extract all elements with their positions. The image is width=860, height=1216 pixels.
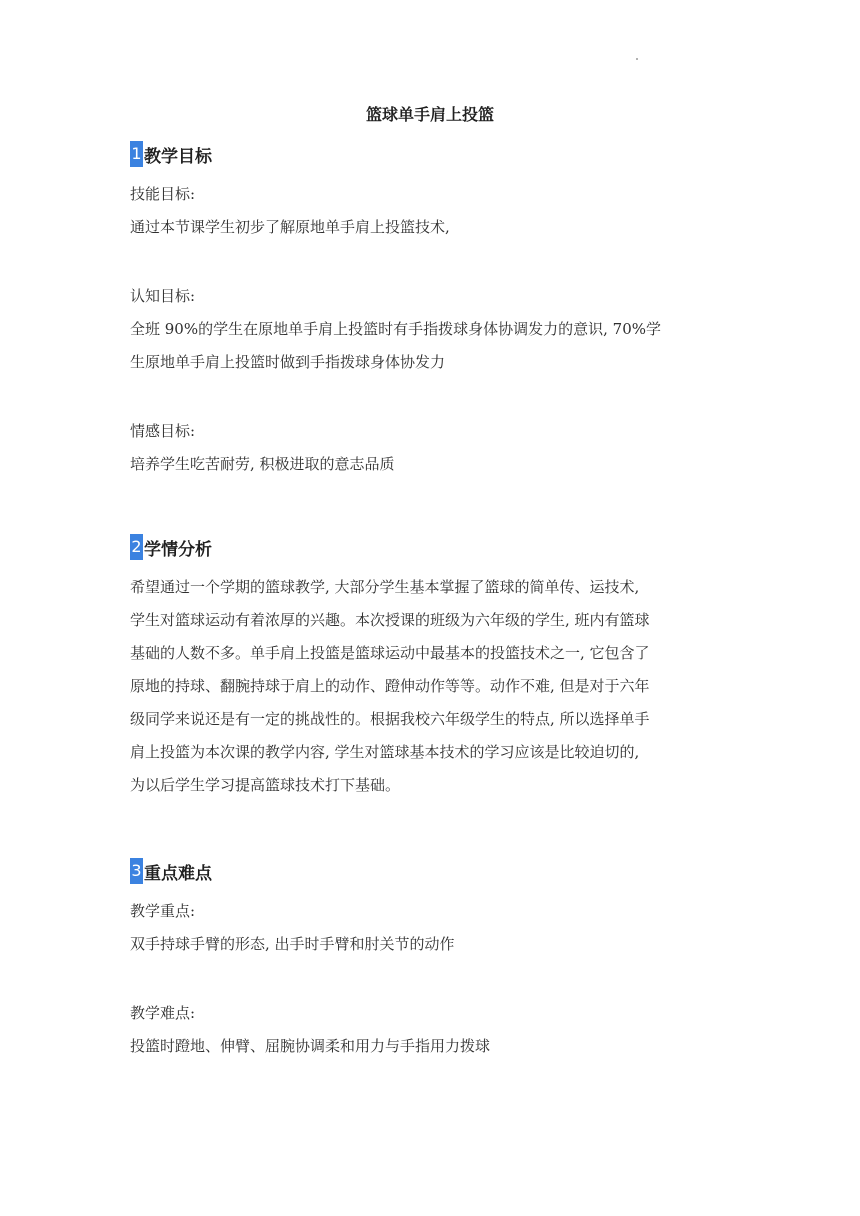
- emotional-goal-label: 情感目标:: [130, 422, 196, 440]
- teaching-key-point-text: 双手持球手臂的形态, 出手时手臂和肘关节的动作: [130, 935, 455, 953]
- emotional-goal-text: 培养学生吃苦耐劳, 积极进取的意志品质: [130, 455, 395, 473]
- analysis-paragraph-line: 基础的人数不多。单手肩上投篮是篮球运动中最基本的投篮技术之一, 它包含了: [130, 644, 650, 662]
- teaching-key-point-label: 教学重点:: [130, 902, 196, 920]
- analysis-paragraph-line: 肩上投篮为本次课的教学内容, 学生对篮球基本技术的学习应该是比较迫切的,: [130, 743, 640, 761]
- document-title: 篮球单手肩上投篮: [365, 105, 494, 124]
- teaching-difficulty-text: 投篮时蹬地、伸臂、屈腕协调柔和用力与手指用力拨球: [130, 1037, 491, 1055]
- cognitive-goal-text-line: 生原地单手肩上投篮时做到手指拨球身体协发力: [130, 353, 446, 371]
- section-heading-text: 教学目标: [144, 146, 212, 167]
- cognitive-goal-label: 认知目标:: [130, 287, 196, 305]
- skill-goal-label: 技能目标:: [130, 185, 196, 203]
- header-dot: [636, 58, 638, 60]
- teaching-difficulty-label: 教学难点:: [130, 1004, 196, 1022]
- analysis-paragraph-line: 级同学来说还是有一定的挑战性的。根据我校六年级学生的特点, 所以选择单手: [130, 710, 650, 728]
- section-heading-teaching-goals: [130, 141, 212, 167]
- section-number-badge: 2: [130, 534, 143, 560]
- section-heading-text: 重点难点: [144, 863, 212, 884]
- analysis-paragraph-line: 希望通过一个学期的篮球教学, 大部分学生基本掌握了篮球的简单传、运技术,: [130, 578, 640, 596]
- cognitive-goal-text-line: 全班 90%的学生在原地单手肩上投篮时有手指拨球身体协调发力的意识, 70%学: [130, 320, 661, 338]
- analysis-paragraph-line: 学生对篮球运动有着浓厚的兴趣。本次授课的班级为六年级的学生, 班内有篮球: [130, 611, 650, 629]
- section-number-badge: 1: [130, 141, 143, 167]
- skill-goal-text: 通过本节课学生初步了解原地单手肩上投篮技术,: [130, 218, 450, 236]
- section-heading-text: 学情分析: [144, 539, 212, 560]
- section-heading-key-difficult-points: [130, 858, 212, 884]
- analysis-paragraph-line: 为以后学生学习提高篮球技术打下基础。: [130, 776, 401, 794]
- section-heading-learning-analysis: [130, 534, 212, 560]
- analysis-paragraph-line: 原地的持球、翻腕持球于肩上的动作、蹬伸动作等等。动作不难, 但是对于六年: [130, 677, 650, 695]
- section-number-badge: 3: [130, 858, 143, 884]
